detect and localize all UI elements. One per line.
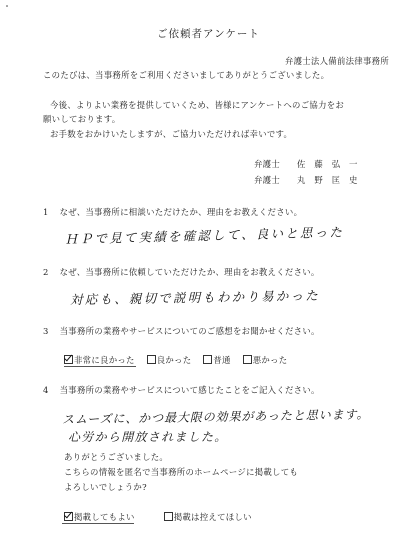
question-2-number: 2 bbox=[43, 267, 49, 277]
checkbox-icon bbox=[203, 355, 212, 364]
scan-speck bbox=[6, 5, 8, 7]
question-4-text: 当事務所の業務やサービスについて感じたことをご記入ください。 bbox=[59, 385, 320, 395]
publish-options bbox=[64, 511, 261, 523]
question-3-text: 当事務所の業務やサービスについてのご感想をお聞かせください。 bbox=[59, 326, 320, 336]
option-very-good[interactable]: 非常に良かった bbox=[64, 355, 135, 365]
signatory-2 bbox=[254, 174, 358, 186]
question-1-number: 1 bbox=[43, 207, 49, 217]
question-3-options bbox=[64, 354, 296, 366]
checkbox-icon bbox=[164, 512, 173, 521]
publish-selected-underline bbox=[62, 523, 134, 524]
signatory-1-name: 佐 藤 弘 一 bbox=[297, 159, 358, 169]
option-normal[interactable]: 普通 bbox=[203, 355, 230, 365]
intro-line-4: お手数をおかけいたしますが、ご協力いただければ幸いです。 bbox=[50, 129, 293, 139]
firm-name: 弁護士法人備前法律事務所 bbox=[284, 56, 389, 66]
option-publish-decline[interactable]: 掲載は控えてほしい bbox=[164, 512, 252, 522]
intro-line-3: 願いしております。 bbox=[43, 114, 121, 124]
question-3 bbox=[43, 325, 320, 337]
question-1 bbox=[43, 206, 302, 218]
answer-4-handwritten-line-1: スムーズに、かつ最大限の効果があったと思います。 bbox=[61, 407, 370, 427]
checkbox-icon bbox=[243, 355, 252, 364]
option-publish-ok[interactable]: 掲載してもよい bbox=[64, 512, 135, 522]
question-4 bbox=[43, 384, 320, 396]
signatory-1 bbox=[254, 158, 358, 170]
signatory-2-name: 丸 野 匡 史 bbox=[297, 175, 358, 185]
signatory-1-role: 弁護士 bbox=[254, 159, 281, 169]
question-3-number: 3 bbox=[43, 326, 49, 336]
option-good[interactable]: 良かった bbox=[147, 355, 192, 365]
selected-option-underline bbox=[64, 366, 136, 367]
checkbox-checked-icon bbox=[64, 355, 73, 364]
answer-1-handwritten: ＨＰで見て実績を確認して、良いと思った bbox=[64, 224, 345, 247]
publish-question-line-2: よろしいでしょうか? bbox=[64, 482, 147, 492]
question-1-text: なぜ、当事務所に相談いただけたか、理由をお教えください。 bbox=[59, 207, 303, 217]
question-2-text: なぜ、当事務所に依頼していただけたか、理由をお教えください。 bbox=[59, 267, 320, 277]
intro-line-1: このたびは、当事務所をご利用くださいましてありがとうございました。 bbox=[43, 70, 330, 80]
checkbox-checked-icon bbox=[64, 512, 73, 521]
thanks-text: ありがとうございました。 bbox=[64, 452, 169, 462]
answer-2-handwritten: 対応も、親切で説明もわかり易かった bbox=[69, 287, 321, 308]
answer-4-handwritten-line-2: 心労から開放されました。 bbox=[68, 430, 228, 444]
signatory-2-role: 弁護士 bbox=[254, 175, 281, 185]
page-title: ご依頼者アンケート bbox=[157, 28, 260, 40]
question-2 bbox=[43, 266, 320, 278]
publish-question-line-1: こちらの情報を匿名で当事務所のホームページに掲載しても bbox=[64, 467, 299, 477]
checkbox-icon bbox=[147, 355, 156, 364]
intro-line-2: 今後、よりよい業務を提供していくため、皆様にアンケートへのご協力をお bbox=[50, 100, 345, 110]
option-bad[interactable]: 悪かった bbox=[243, 355, 288, 365]
question-4-number: 4 bbox=[43, 385, 49, 395]
